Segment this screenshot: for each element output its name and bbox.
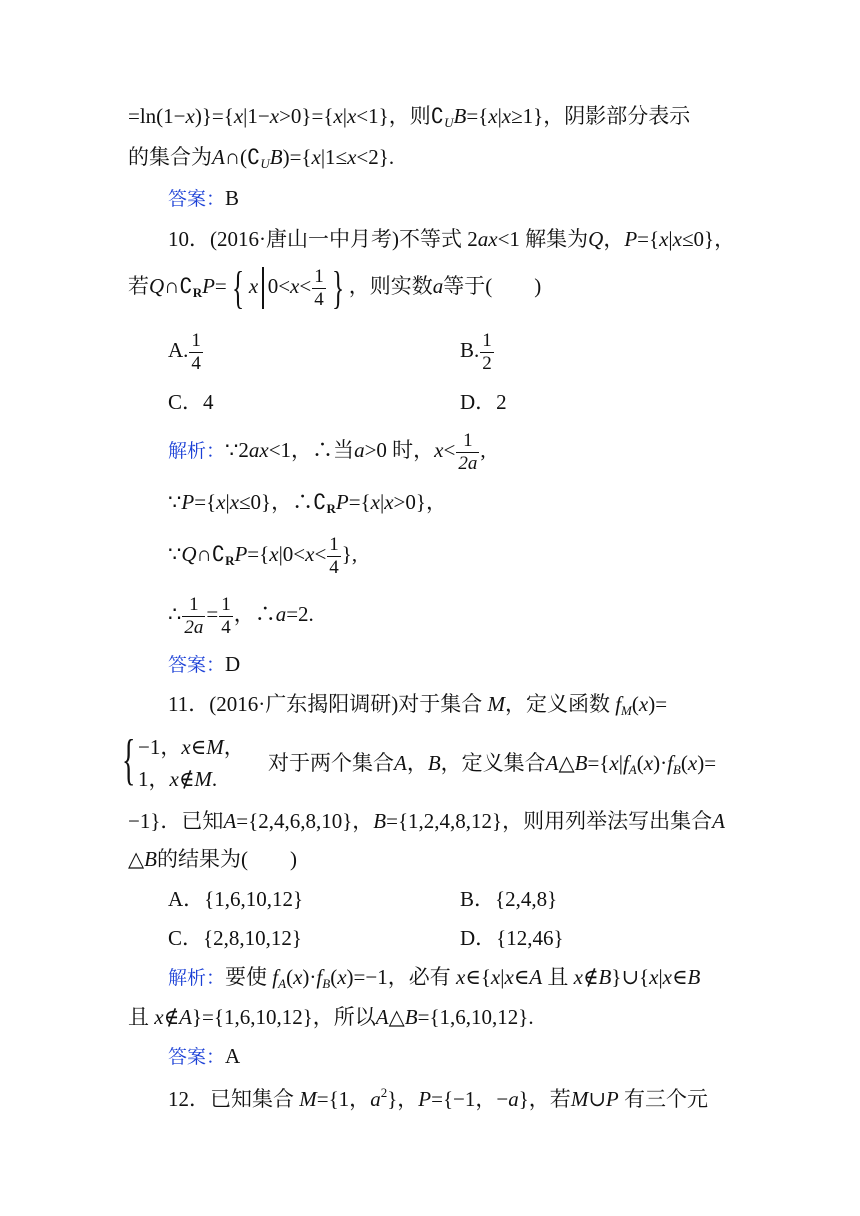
option-b[interactable] [460, 330, 495, 375]
var: Q [588, 227, 604, 251]
var: x [609, 751, 619, 775]
text: ={ [466, 104, 489, 128]
answer-label: 答案： [168, 188, 226, 210]
text: ( [330, 965, 338, 989]
text: −1， [138, 735, 182, 759]
var: a [354, 438, 365, 463]
var: x [347, 145, 357, 169]
text: △ [388, 1005, 405, 1029]
var: B [453, 104, 467, 128]
text: ={ [587, 751, 610, 775]
text: ∈ [190, 735, 207, 759]
text: 若 [128, 273, 149, 298]
text: = [214, 273, 227, 298]
numerator: 1 [221, 594, 231, 615]
var: M [299, 1087, 317, 1111]
solution-10-line-4 [168, 594, 314, 639]
text: ={ [247, 542, 270, 567]
subscript: R [225, 553, 235, 569]
var: A [394, 751, 407, 775]
var: A [529, 965, 543, 989]
text: 且 [128, 1005, 149, 1029]
var: x [488, 104, 498, 128]
var: x [169, 767, 179, 791]
denominator: 2a [458, 452, 478, 474]
text: ∪ [588, 1087, 606, 1111]
text: | [497, 104, 502, 128]
text: ∈ [672, 965, 688, 989]
var: x [154, 1005, 164, 1029]
var: x [293, 965, 303, 989]
text: ∴ [168, 602, 182, 627]
denominator: 4 [191, 352, 201, 374]
option-label: B. [460, 338, 480, 363]
denominator: 4 [329, 556, 339, 578]
var: x [455, 965, 466, 989]
text: ={ [348, 490, 371, 514]
text: < [443, 438, 456, 463]
var: Q [149, 273, 165, 298]
text: 且 [547, 965, 569, 989]
solution-label: 解析： [168, 440, 226, 463]
var: x [501, 104, 512, 128]
var: x [269, 104, 280, 128]
text: ∉ [178, 767, 195, 791]
answer-label: 答案： [168, 654, 226, 676]
option-d[interactable] [460, 392, 507, 413]
text: 有三个元 [624, 1087, 708, 1111]
piecewise-brace: { [122, 729, 136, 791]
solution-10-line-3 [168, 534, 357, 579]
text: ∵2 [225, 438, 249, 463]
var: x [248, 273, 259, 298]
option-label: A．{1,6,10,12} [168, 887, 304, 911]
text: ( [286, 965, 294, 989]
subscript: U [260, 156, 270, 171]
var: x [638, 692, 649, 716]
numerator: 1 [191, 330, 201, 351]
var: B [427, 751, 441, 775]
text: △ [558, 751, 575, 775]
text: }, [341, 542, 358, 567]
var: x [311, 145, 321, 169]
text: 的结果为( ) [156, 847, 297, 871]
var: f [667, 751, 673, 775]
set-divider [262, 267, 264, 309]
var: M [487, 692, 505, 716]
text: ( [636, 751, 644, 775]
option-c[interactable] [168, 392, 214, 413]
text: ={−1，− [431, 1087, 509, 1111]
left-brace: { [231, 262, 244, 313]
var: x [216, 490, 226, 514]
var: A [375, 1005, 389, 1029]
option-c[interactable] [168, 928, 302, 949]
fraction [456, 430, 479, 475]
var: x [662, 965, 672, 989]
text: ，则实数 [348, 273, 433, 298]
option-a[interactable] [168, 330, 204, 375]
text: = [206, 602, 219, 627]
var: x [233, 104, 244, 128]
subscript: U [444, 115, 454, 130]
fraction [219, 594, 233, 639]
var: x [434, 438, 444, 463]
question-12-line-1 [168, 1086, 708, 1110]
solution-10-line-2 [168, 492, 447, 515]
piecewise-case-1 [138, 737, 245, 758]
text: ≥1}，阴影部分表示 [511, 104, 691, 128]
text: ( [680, 751, 688, 775]
fraction [182, 594, 205, 639]
answer-label: 答案： [168, 1046, 226, 1068]
text: ={ [637, 227, 660, 251]
text: ∵ [168, 542, 182, 567]
var: A [179, 1005, 192, 1029]
text: )= [648, 692, 668, 716]
var: x [185, 104, 195, 128]
text: |0< [278, 542, 306, 567]
text: △ [128, 847, 145, 871]
text: 1， [138, 767, 170, 791]
text: ={1,2,4,8,12}，则用列举法写出集合 [386, 809, 713, 833]
var: B [687, 965, 701, 989]
var: A [545, 751, 559, 775]
subscript: R [326, 501, 336, 516]
text: )=−1，必有 [346, 965, 451, 989]
var: P [181, 490, 195, 514]
var: x [687, 751, 698, 775]
var: f [622, 751, 629, 775]
subscript: A [278, 976, 287, 991]
question-10-line-1 [168, 229, 735, 250]
var: x [181, 735, 191, 759]
answer-line [168, 188, 239, 209]
answer-line [168, 654, 240, 675]
var: M [206, 735, 224, 759]
text: , [480, 438, 486, 463]
option-label: C．{2,8,10,12} [168, 926, 302, 950]
var: x [490, 965, 501, 989]
var: Q [181, 542, 197, 567]
text: )· [302, 965, 317, 989]
text: }， [387, 1087, 419, 1111]
var: P [418, 1087, 432, 1111]
var: ax [477, 227, 498, 251]
text: ∉ [582, 965, 599, 989]
text: }，若 [518, 1087, 571, 1111]
var: x [333, 104, 343, 128]
var: A [212, 145, 225, 169]
text: ∉ [163, 1005, 180, 1029]
text: =2. [286, 602, 314, 627]
var: x [370, 490, 380, 514]
text: ∈{ [465, 965, 491, 989]
text: | [500, 965, 505, 989]
text-line [128, 147, 394, 170]
text: . [211, 767, 218, 791]
solution-11-line-2 [128, 1007, 534, 1028]
text: >0}={ [279, 104, 334, 128]
var: B [373, 809, 387, 833]
var: x [337, 965, 347, 989]
text: ={ [194, 490, 217, 514]
answer-value: A [225, 1044, 241, 1068]
var: a [275, 602, 287, 627]
text: 10．(2016·唐山一中月考)不等式 2 [168, 227, 478, 251]
var: a [508, 1087, 519, 1111]
text: ，定义集合 [440, 751, 546, 775]
text: ∈ [513, 965, 530, 989]
text-line [128, 106, 690, 129]
subscript: M [621, 703, 632, 718]
numerator: 1 [329, 534, 339, 555]
text: ={1， [316, 1087, 371, 1111]
text: <1，∴当 [268, 438, 355, 463]
text: ， [603, 227, 625, 251]
var: f [615, 692, 622, 716]
text: <1}，则∁ [356, 104, 445, 128]
text: | [668, 227, 673, 251]
superscript: 2 [380, 1085, 388, 1100]
subscript: B [322, 976, 331, 991]
var: f [316, 965, 323, 989]
text: ≤0}， [681, 227, 736, 251]
text: )= [697, 751, 717, 775]
piecewise-case-2 [138, 769, 217, 790]
var: x [504, 965, 514, 989]
text: =ln(1− [128, 104, 186, 128]
text: ∩∁ [196, 542, 226, 567]
text: 对于两个集合 [268, 751, 394, 775]
var: B [574, 751, 588, 775]
solution-10-line-1 [168, 430, 486, 475]
text: <1 解集为 [497, 227, 589, 251]
answer-line [168, 1046, 240, 1067]
var: ax [248, 438, 269, 463]
text: 11．(2016·广东揭阳调研)对于集合 [168, 692, 483, 716]
text: ≤0}，∴∁ [239, 490, 327, 514]
denominator: 4 [221, 616, 231, 638]
text: >0}， [393, 490, 447, 514]
var: x [659, 227, 669, 251]
numerator: 1 [189, 594, 199, 615]
numerator: 1 [463, 430, 473, 451]
text: <2}. [356, 145, 395, 169]
numerator: 1 [482, 330, 492, 351]
text: 12．已知集合 [168, 1087, 294, 1111]
text: ={1,6,10,12}. [417, 1005, 534, 1029]
question-10-line-2 [128, 262, 542, 313]
denominator: 2a [184, 616, 204, 638]
right-brace: } [331, 262, 344, 313]
text: < [314, 542, 327, 567]
question-11-line-3 [128, 811, 725, 832]
option-label: B．{2,4,8} [460, 887, 558, 911]
answer-value: B [225, 186, 240, 210]
text: ∵ [168, 490, 182, 514]
option-b[interactable] [460, 889, 557, 910]
subscript: R [192, 284, 203, 300]
text: < [299, 273, 312, 298]
var: M [570, 1087, 589, 1111]
text: ， [223, 735, 245, 759]
text: )}={ [194, 104, 234, 128]
option-a[interactable] [168, 889, 303, 910]
text: 的集合为 [128, 145, 212, 169]
text: ∩∁ [164, 273, 193, 298]
text: | [342, 104, 347, 128]
text: | [618, 751, 623, 775]
fraction [189, 330, 203, 375]
text: ( [631, 692, 639, 716]
numerator: 1 [314, 265, 324, 287]
var: x [672, 227, 682, 251]
var: A [223, 809, 237, 833]
var: B [269, 145, 283, 169]
denominator: 4 [314, 288, 324, 310]
text: | [225, 490, 230, 514]
var: x [573, 965, 583, 989]
text: ∩(∁ [224, 145, 261, 169]
text: }∪{ [611, 965, 650, 989]
text: ，定义函数 [504, 692, 610, 716]
text: )· [653, 751, 668, 775]
option-d[interactable] [460, 928, 564, 949]
subscript: B [672, 762, 681, 777]
text: ， [406, 751, 428, 775]
option-label: D．{12,46} [460, 926, 564, 950]
var: x [229, 490, 240, 514]
fraction [312, 266, 326, 311]
text: 要使 [225, 965, 268, 989]
text: |1− [243, 104, 270, 128]
var: B [598, 965, 612, 989]
denominator: 2 [482, 352, 492, 374]
option-label: D．2 [460, 390, 507, 414]
var: a [432, 273, 444, 298]
var: P [624, 227, 638, 251]
text: }={1,6,10,12}，所以 [191, 1005, 376, 1029]
var: x [290, 273, 300, 298]
solution-11-line-1 [168, 967, 700, 990]
text: ={2,4,6,8,10}， [236, 809, 374, 833]
option-label: C．4 [168, 390, 214, 414]
question-11-line-4 [128, 849, 297, 870]
var: x [649, 965, 659, 989]
subscript: A [628, 762, 637, 777]
var: P [605, 1087, 619, 1111]
text: >0 时， [364, 438, 435, 463]
var: P [234, 542, 248, 567]
var: P [335, 490, 349, 514]
option-label: A. [168, 338, 189, 363]
var: B [404, 1005, 418, 1029]
text: ，∴ [233, 602, 276, 627]
fraction [327, 534, 341, 579]
var: x [384, 490, 394, 514]
var: f [272, 965, 279, 989]
var: a [370, 1087, 381, 1111]
var: P [202, 273, 215, 298]
text: 等于( ) [443, 273, 542, 298]
var: M [194, 767, 212, 791]
var: x [269, 542, 279, 567]
fraction [480, 330, 494, 375]
text: )={ [282, 145, 312, 169]
text: −1}．已知 [128, 809, 224, 833]
text: 0< [267, 273, 291, 298]
answer-value: D [225, 652, 241, 676]
question-11-line-1 [168, 694, 667, 717]
text: | [658, 965, 663, 989]
text: |1≤ [320, 145, 348, 169]
question-11-line-2 [268, 753, 716, 776]
var: A [712, 809, 725, 833]
var: x [346, 104, 357, 128]
var: x [305, 542, 315, 567]
solution-label: 解析： [168, 967, 226, 989]
var: B [144, 847, 157, 871]
var: x [643, 751, 654, 775]
text: | [379, 490, 385, 514]
